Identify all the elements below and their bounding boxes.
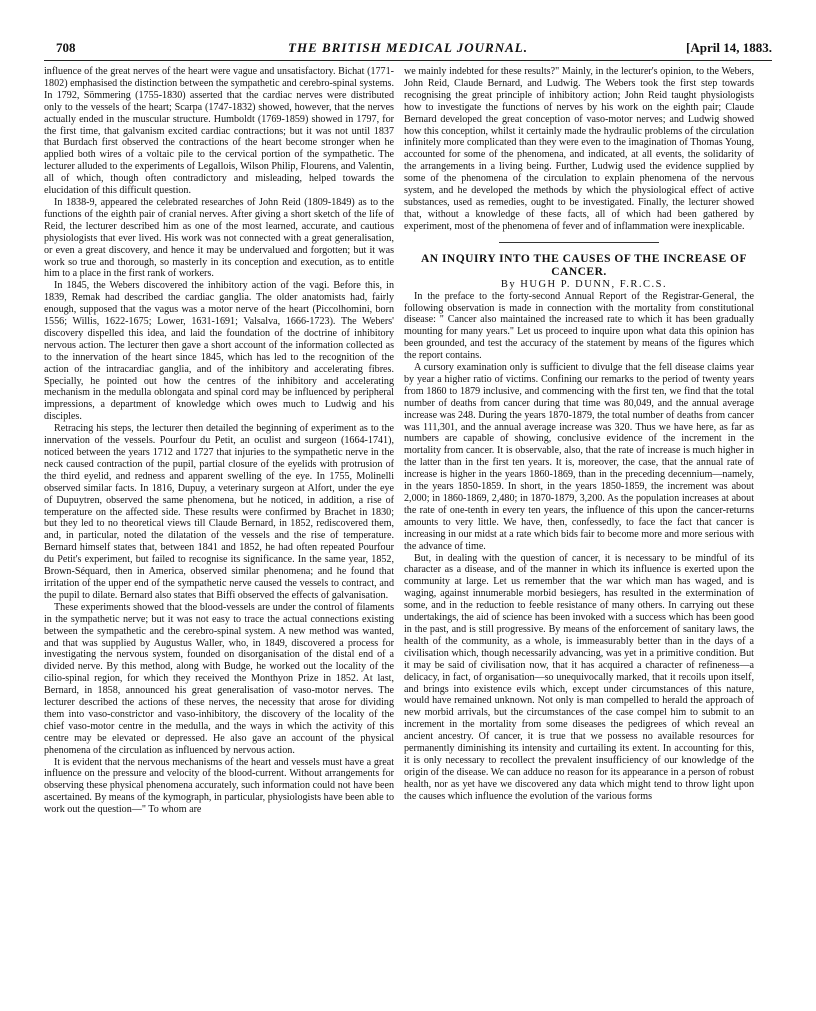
section-divider bbox=[499, 242, 659, 243]
paragraph: These experiments showed that the blood-vessels are under the control of filaments in the sympathetic nerve; but it was not easy to trace the actual connections existing between the sympathetic and the cerebro-spinal system. A new method was wanted, and that was supplied by Augustus Waller, who, in 1849, discovered a process for investigating the nervous system, founded on disorganisation of the distal end of a divided nerve. By this method, along with Budge, he worked out the locality of the cilio-spinal region, for which they received the Monthyon Prize in 1852. At last, Bernard, in 1858, announced his great generalisation of vaso-motor nerves. The lecturer described the actions of these nerves, the necessity that arose for dividing them into vaso-constrictor and vaso-inhibitory, the discovery of the locality of the chief vaso-motor centre in the medulla, and the ways in which the activity of this centre may be elevated or depressed. He also gave an account of the physical phenomena of the circulation as influenced by nervous action. bbox=[44, 601, 394, 756]
paragraph: influence of the great nerves of the heart were vague and unsatisfactory. Bichat (1771-1802) emphasised the distinction between the sympathetic and cerebro-spinal systems. In 1792, Sömmering (1755-1830) asserted that the cardiac nerves were distributed only to the vessels of the heart; Scarpa (1747-1832) showed, however, that the nerves actually ended in the muscular structure. Humboldt (1769-1859) showed in 1797, for the first time, that galvanism excited cardiac contractions; but it was not until 1837 that Burdach first observed the contractions of the heart become stronger when he applied both wires of a voltaic pile to the cervical portion of the sympathetic. The lecturer alluded to the experiments of Legallois, Wilson Philip, Flourens, and Valentin, all of which, though often contradictory and misleading, helped towards the elucidation of this difficult question. bbox=[44, 66, 394, 197]
left-column bbox=[44, 66, 394, 816]
page-number: 708 bbox=[56, 40, 76, 55]
paragraph: A cursory examination only is sufficient to divulge that the fell disease claims year by year a higher ratio of victims. Confining our remarks to the period of twenty years from 1860 to 1879 inclusive, and commencing with the first ten, we find that the total number of deaths from cancer during that time was 80,049, and the annual average increase was 248. During the years 1870-1879, the total number of deaths from cancer was 111,301, and the annual average increase was 320. Thus we have here, as far as numbers are capable of showing, conclusive evidence of the increment in the mortality from cancer. It is observable, also, that the rate of increase is much higher in the latter than in the first ten years. It is, moreover, the case, that the annual rate of increase is higher in the years 1860-1869, than in the preceding decennium—namely, in the years 1850-1859. In short, in the years 1850-1859, the increment was about 2,000; in 1860-1869, 2,480; in 1870-1879, 3,200. As the population increases at about the rate of one-tenth in every ten years, the influence of this upon the cancer-returns amounts to very little. We have, then, confessedly, to face the fact that cancer is increasing in our midst at a rate which bids fair to become more and more serious with the advance of time. bbox=[404, 362, 754, 552]
article-title: AN INQUIRY INTO THE CAUSES OF THE INCREASE OF CANCER. bbox=[420, 252, 748, 278]
journal-title: THE BRITISH MEDICAL JOURNAL. bbox=[288, 40, 528, 55]
paragraph: we mainly indebted for these results?" Mainly, in the lecturer's opinion, to the Webers, John Reid, Claude Bernard, and Ludwig. The Webers took the first step towards recognising the great principle of inhibitory action; John Reid taught physiologists how to investigate the functions of nerves by his work on the eighth pair; Claude Bernard developed the great conception of vaso-motor nerves; and Ludwig showed how this conception, whilst it certainly made the hydraulic problems of the circulation infinitely more complicated than they were even to the imagination of Thomas Young, accounted for some of the phenomena, and indicated, at all events, the solidarity of the arrangements in a living being. Further, Ludwig used the evidence supplied by some of the phenomena of the circulation to explain phenomena of the nervous system, and he developed the methods by which the physiological effect of active substances, used as remedies, ought to be investigated. Finally, the lecturer showed that, without a knowledge of these facts, all of which had been gathered by experiment, most of the phenomena of fever and of inflammation were inexplicable. bbox=[404, 66, 754, 232]
paragraph: In 1838-9, appeared the celebrated researches of John Reid (1809-1849) as to the functions of the eighth pair of cranial nerves. After giving a short sketch of the life of Reid, the lecturer described him as one of the most learned, accurate, and cautious physiologists that ever lived. His work was not connected with a great generalisation, or even a great discovery, and hence it may be undervalued and forgotten; but it was work so true and thorough, so masterly in its conception and execution, as to entitle him to a place in the first rank of workers. bbox=[44, 196, 394, 280]
paragraph: Retracing his steps, the lecturer then detailed the beginning of experiment as to the innervation of the vessels. Pourfour du Petit, an oculist and surgeon (1664-1741), noticed between the years 1712 and 1727 that injuries to the sympathetic nerve in the neck caused contraction of the pupil, partial closure of the eyelids with protrusion of the third eyelid, and redness and apparent swelling of the eye. In 1755, Molinelli observed similar facts. In 1816, Dupuy, a veterinary surgeon at Alfort, under the eye of Dupuytren, observed the same phenomena, but he noticed, in addition, a rise of temperature on the affected side. These results were confirmed by Brachet in 1830; but they led to no theoretical views till Claude Bernard, in 1852, rediscovered them, and, in particular, noted the dilatation of the vessels and the rise of temperature. Bernard himself states that, between 1841 and 1852, he had often repeated Pourfour du Petit's experiment, but failed to recognise its significance. In the same year, 1852, Brown-Séquard, then in America, observed similar phenomena; and he found that irritation of the upper end of the sympathetic nerve caused the vessels to contract, and the pupil to dilate. Bernard also states that Biffi observed the effects of galvanisation. bbox=[44, 423, 394, 601]
header-rule bbox=[44, 60, 772, 61]
paragraph: In 1845, the Webers discovered the inhibitory action of the vagi. Before this, in 1839, Remak had described the cardiac ganglia. The older anatomists had, fairly enough, supposed that the vagus was a motor nerve of the heart (Piccolhomini, born 1556; Willis, 1622-1675; Lower, 1631-1691; Valsalva, 1666-1723). The Webers' discovery dispelled this idea, and laid the foundation of the doctrine of inhibitory nervous action. The lecturer then gave a short account of the information collected as to the innervation of the heart since 1845, which has led to the recognition of the action of the intracardiac ganglia, and of the inhibitory and accelerating fibres. Specially, he pointed out how the centres of the inhibitory and accelerating mechanism in the medulla oblongata and spinal cord may be influenced by peripheral impressions, a department of knowledge which owes much to Ludwig and his disciples. bbox=[44, 280, 394, 423]
paragraph: In the preface to the forty-second Annual Report of the Registrar-General, the following observation is made in connection with the mortality from constitutional disease: " Cancer also maintained the increased rate to which it has been gradually mounting for many years." Let us proceed to inquire upon what data this opinion has been grounded, and test the accuracy of the statement by means of the figures which the report contains. bbox=[404, 290, 754, 362]
paragraph: It is evident that the nervous mechanisms of the heart and vessels must have a great influence on the pressure and velocity of the blood-current. Without arrangements for observing these physical phenomena accurately, such information could not have been ascertained. By means of the kymograph, in particular, physiologists have been able to work out the question—" To whom are bbox=[44, 756, 394, 816]
paragraph: But, in dealing with the question of cancer, it is necessary to be mindful of its character as a disease, and of the manner in which its influence is exerted upon the community at large. Let us remember that the war which man has waged, and is waging, against innumerable morbid besiegers, has resulted in the extermination of some, and in the reduction to feeble resistance of many others. In carrying out these undertakings, the aid of science has been invoked with a success which has been good in the past, and is still progressive. By means of the enforcement of sanitary laws, the health of the community, as a whole, is immeasurably better than in the days of a civilisation which, though necessarily advancing, was yet in a primitive condition. But it may be said of civilisation now, that it has acquired a character of refineness—a delicacy, in fact, of organisation—so unequivocally marked, that it recoils upon itself, and brings into existence evils which, except under circumstances of this nature, would have remained unknown. Not only is man compelled to herald the approach of new morbid arrivals, but the circumstances of the case compel him to submit to an increment in the mortality from some diseases the pedigrees of which reveal an ancient ancestry. Of cancer, it is true that we possess no available resources for permanently diminishing its intensity and curtailing its extent. In accounting for this, it is only necessary to recollect the prevalent insufficiency of our knowledge of the origin of the disease. We can adduce no reason for its appearance in a person of robust health, nor as yet have we discovered any data which might tend to throw light upon the causes which influence the evolution of the various forms bbox=[404, 552, 754, 802]
article-author: By HUGH P. DUNN, F.R.C.S. bbox=[500, 278, 668, 290]
page-header bbox=[44, 38, 772, 60]
right-column bbox=[404, 66, 754, 803]
issue-date: [April 14, 1883. bbox=[686, 40, 772, 55]
